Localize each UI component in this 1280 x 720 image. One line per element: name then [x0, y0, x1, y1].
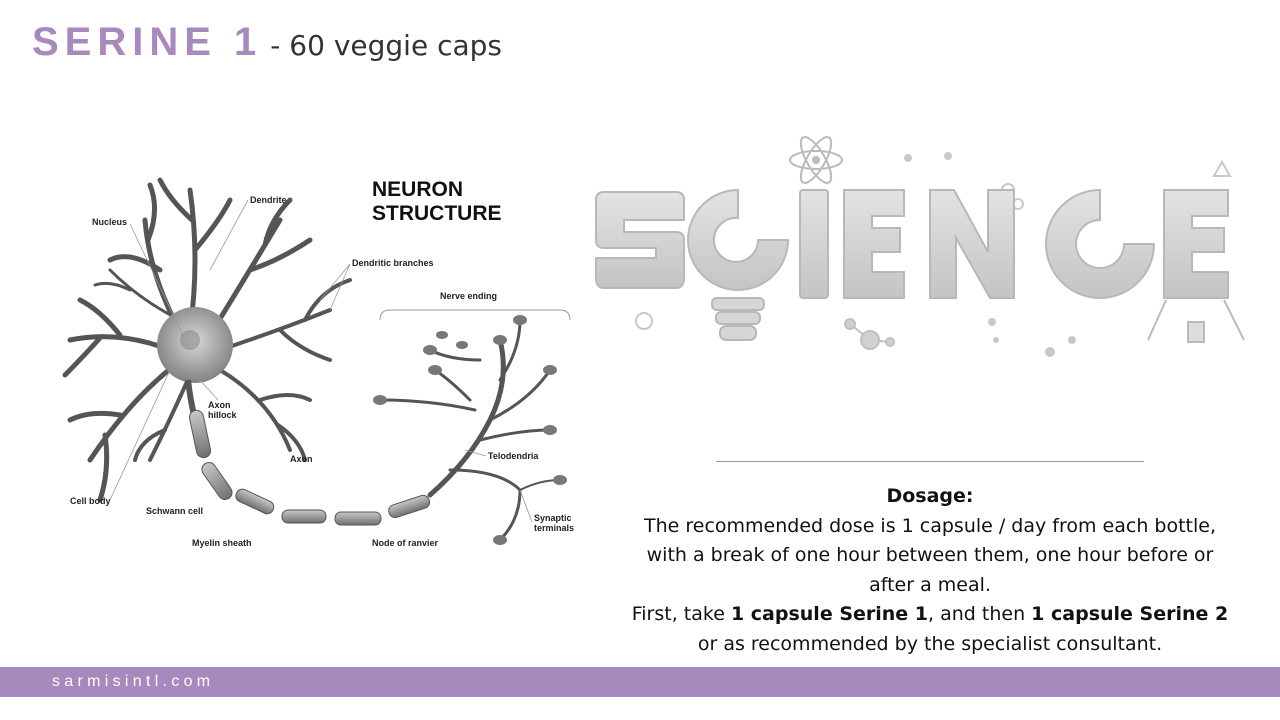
label-nucleus: Nucleus	[92, 217, 128, 227]
label-nerve-ending: Nerve ending	[440, 291, 498, 301]
molecule-icon	[845, 319, 894, 349]
label-synaptic-2: terminals	[534, 523, 575, 533]
nerve-ending-bracket	[380, 310, 570, 320]
label-myelin-sheath: Myelin sheath	[192, 538, 252, 548]
neuron-title-line1: NEURON	[372, 178, 464, 201]
atom-icon	[790, 133, 842, 187]
science-letters	[596, 190, 1228, 298]
letter-n	[930, 190, 1014, 298]
dosage-line-4-middle: , and then	[928, 603, 1032, 626]
footer-website: sarmisintl.com	[52, 673, 215, 690]
letter-i	[800, 190, 828, 298]
dosage-line-1: The recommended dose is 1 capsule / day from each bottle,	[643, 514, 1217, 537]
neuron-title-line2: STRUCTURE	[372, 202, 502, 225]
label-axon-hillock-2: hillock	[208, 410, 237, 420]
dosage-serine2-dose: 1 capsule Serine 2	[1031, 603, 1229, 626]
dosage-line-5: or as recommended by the specialist consultant.	[697, 632, 1163, 655]
dosage-serine1-dose: 1 capsule Serine 1	[730, 603, 929, 626]
neuron-structure-diagram	[50, 160, 590, 560]
label-dendritic-branches: Dendritic branches	[352, 258, 434, 268]
dosage-line-4	[608, 600, 1252, 630]
science-banner	[588, 128, 1260, 364]
label-schwann-cell: Schwann cell	[146, 506, 204, 516]
label-axon: Axon	[290, 454, 313, 464]
dosage-line-4-prefix: First, take	[631, 603, 731, 626]
letter-e1	[844, 190, 904, 298]
label-cell-body: Cell body	[70, 496, 111, 506]
letter-c2	[1046, 190, 1154, 298]
product-subtitle: - 60 veggie caps	[270, 29, 502, 62]
product-name: SERINE 1	[32, 20, 263, 64]
dosage-line-3: after a meal.	[869, 573, 991, 596]
page-title	[32, 20, 502, 70]
divider-line	[716, 461, 1144, 462]
letter-c1	[688, 190, 788, 290]
dosage-section	[608, 482, 1252, 660]
nucleus-shape	[180, 330, 200, 350]
label-telodendria: Telodendria	[488, 451, 539, 461]
dosage-line-2: with a break of one hour between them, one hour before or	[646, 544, 1214, 567]
dosage-heading: Dosage:	[886, 485, 974, 507]
flask-stand-icon	[1148, 300, 1244, 342]
label-dendrite: Dendrite	[250, 195, 287, 205]
letter-e2	[1164, 190, 1228, 298]
letter-s	[596, 192, 684, 288]
label-node-of-ranvier: Node of ranvier	[372, 538, 439, 548]
label-synaptic-1: Synaptic	[534, 513, 572, 523]
lightbulb-icon	[712, 298, 764, 340]
triangle-icon	[1214, 162, 1230, 176]
label-axon-hillock-1: Axon	[208, 400, 231, 410]
